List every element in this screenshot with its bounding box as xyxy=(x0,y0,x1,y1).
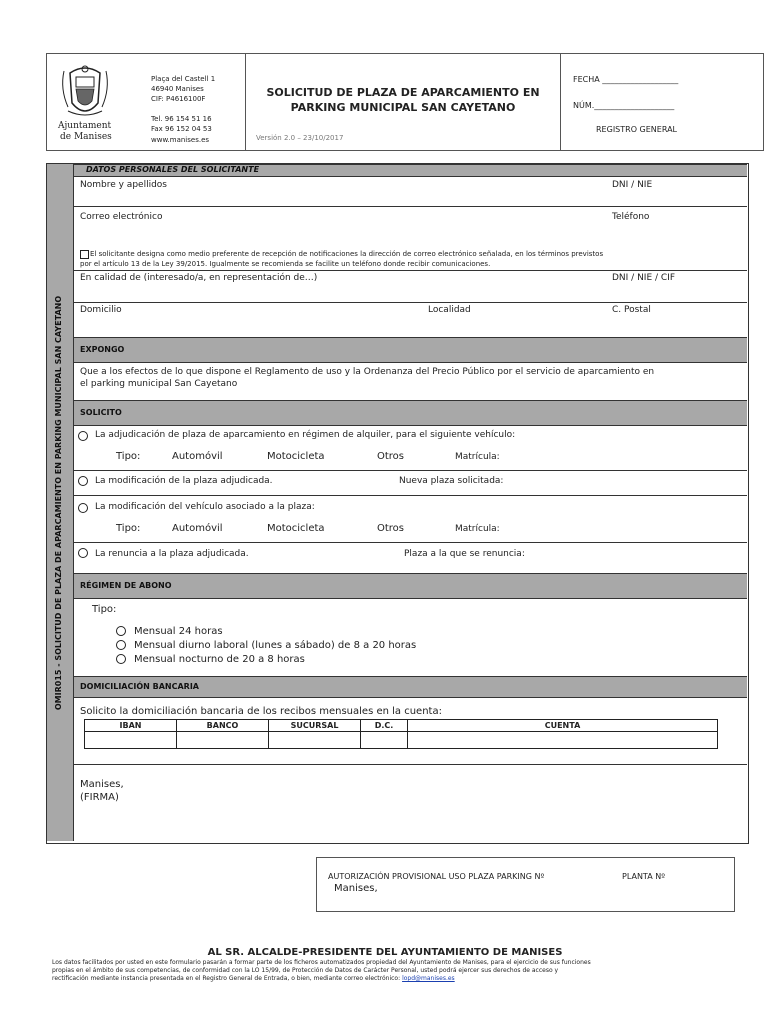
nueva-plaza-label: Nueva plaza solicitada: xyxy=(399,476,504,486)
firma-label: (FIRMA) xyxy=(80,792,119,803)
tipo-motocicleta[interactable]: Motocicleta xyxy=(267,451,325,462)
option-modificacion-plaza: La modificación de la plaza adjudicada. xyxy=(95,476,273,486)
tipo-automovil[interactable]: Automóvil xyxy=(172,523,223,534)
section-domiciliacion: DOMICILIACIÓN BANCARIA xyxy=(74,676,747,698)
abono-tipo-label: Tipo: xyxy=(92,604,117,615)
lopd-email-link[interactable]: lopd@manises.es xyxy=(402,975,455,982)
address-line-1: Plaça del Castell 1 xyxy=(151,75,216,83)
tipo-label: Tipo: xyxy=(116,523,141,534)
divider-line xyxy=(74,270,747,271)
section-datos-personales: DATOS PERSONALES DEL SOLICITANTE xyxy=(74,164,747,177)
contact-line-2: Fax 96 152 04 53 xyxy=(151,125,212,133)
dni-label: DNI / NIE xyxy=(612,180,653,190)
abono-option-diurno: Mensual diurno laboral (lunes a sábado) de 8 a 20 horas xyxy=(134,640,417,651)
correo-label: Correo electrónico xyxy=(80,212,163,222)
expongo-text-line-1: Que a los efectos de lo que dispone el Reglamento de uso y la Ordenanza del Precio Público por el servicio de aparcamiento en xyxy=(80,367,655,377)
banco-header: BANCO xyxy=(177,720,269,732)
radio-mensual-24h[interactable] xyxy=(116,626,126,636)
divider-line xyxy=(74,495,747,496)
autorizacion-text: AUTORIZACIÓN PROVISIONAL USO PLAZA PARKING Nº xyxy=(328,872,545,881)
cpostal-label: C. Postal xyxy=(612,305,651,315)
form-version: Versión 2.0 – 23/10/2017 xyxy=(256,134,344,142)
registro-general: REGISTRO GENERAL xyxy=(596,125,677,134)
form-title-line-1: SOLICITUD DE PLAZA DE APARCAMIENTO EN xyxy=(266,86,540,99)
tipo-label: Tipo: xyxy=(116,451,141,462)
domiciliacion-text: Solicito la domiciliación bancaria de los recibos mensuales en la cuenta: xyxy=(80,706,442,717)
matricula-label: Matrícula: xyxy=(455,452,500,462)
dc-header: D.C. xyxy=(361,720,408,732)
divider-line xyxy=(74,542,747,543)
section-regimen-abono: RÉGIMEN DE ABONO xyxy=(74,573,747,599)
autorizacion-box xyxy=(316,857,735,912)
calidad-label: En calidad de (interesado/a, en representación de…) xyxy=(80,273,318,283)
domicilio-input[interactable] xyxy=(80,318,420,332)
planta-label: PLANTA Nº xyxy=(622,872,665,881)
calidad-input[interactable] xyxy=(80,287,600,301)
iban-header: IBAN xyxy=(85,720,177,732)
dni-input[interactable] xyxy=(612,192,742,206)
plaza-renuncia-input[interactable] xyxy=(548,547,738,561)
sucursal-header: SUCURSAL xyxy=(269,720,361,732)
option-modificacion-vehiculo: La modificación del vehículo asociado a la plaza: xyxy=(95,502,315,512)
radio-mensual-diurno[interactable] xyxy=(116,640,126,650)
tipo-otros[interactable]: Otros xyxy=(377,523,405,534)
divider-line xyxy=(74,206,747,207)
nueva-plaza-input[interactable] xyxy=(528,474,738,488)
footer-line-3: rectificación mediante instancia presentada en el Registro General de Entrada, o bien, mediante correo electrónico: lopd@manises.es xyxy=(52,975,455,982)
nombre-label: Nombre y apellidos xyxy=(80,180,167,190)
abono-option-nocturno: Mensual nocturno de 20 a 8 horas xyxy=(134,654,305,665)
tipo-automovil[interactable]: Automóvil xyxy=(172,451,223,462)
matricula-input-1[interactable] xyxy=(510,450,730,464)
correo-input[interactable] xyxy=(80,226,600,240)
firma-place: Manises, xyxy=(80,779,124,790)
tipo-otros[interactable]: Otros xyxy=(377,451,405,462)
radio-modificacion-vehiculo[interactable] xyxy=(78,503,88,513)
telefono-input[interactable] xyxy=(612,226,742,240)
radio-mensual-nocturno[interactable] xyxy=(116,654,126,664)
footer-line-1: Los datos facilitados por usted en este formulario pasarán a formar parte de los ficheros automatizados propiedad del Ayuntamiento de Manises, para el ejercicio de sus funciones xyxy=(52,959,591,966)
contact-line-3: www.manises.es xyxy=(151,136,210,144)
footer-line-2: propias en el ámbito de sus competencias, de conformidad con la LO 15/99, de Protección de Datos de Carácter Personal, usted podrá ejercer sus derechos de acceso y xyxy=(52,967,559,974)
option-renuncia: La renuncia a la plaza adjudicada. xyxy=(95,549,249,559)
divider-line xyxy=(74,302,747,303)
dni-cif-label: DNI / NIE / CIF xyxy=(612,273,676,283)
option-adjudicacion: La adjudicación de plaza de aparcamiento en régimen de alquiler, para el siguiente vehículo: xyxy=(95,430,516,440)
form-title-line-2: PARKING MUNICIPAL SAN CAYETANO xyxy=(290,101,516,114)
section-expongo: EXPONGO xyxy=(74,337,747,363)
city-crest-logo xyxy=(58,63,112,121)
radio-renuncia[interactable] xyxy=(78,548,88,558)
cpostal-input[interactable] xyxy=(612,318,742,332)
side-label: OMIR015 - SOLICITUD DE PLAZA DE APARCAMIENTO EN PARKING MUNICIPAL SAN CAYETANO xyxy=(54,295,63,711)
iban-cell[interactable] xyxy=(85,732,177,749)
address-line-3: CIF: P4616100F xyxy=(151,95,206,103)
fecha-label: FECHA ___________________ xyxy=(573,75,679,84)
radio-adjudicacion[interactable] xyxy=(78,431,88,441)
tipo-motocicleta[interactable]: Motocicleta xyxy=(267,523,325,534)
notice-line-2: por el artículo 13 de la Ley 39/2015. Igualmente se recomienda se facilite un teléfono donde recibir comunicaciones. xyxy=(80,260,491,268)
notice-line-1: El solicitante designa como medio preferente de recepción de notificaciones la dirección de correo electrónico señalada, en los términos previstos xyxy=(90,250,604,258)
dni-cif-input[interactable] xyxy=(612,287,742,301)
banco-cell[interactable] xyxy=(177,732,269,749)
radio-modificacion-plaza[interactable] xyxy=(78,476,88,486)
bank-account-table xyxy=(84,719,718,749)
domicilio-label: Domicilio xyxy=(80,305,122,315)
matricula-input-2[interactable] xyxy=(510,522,730,536)
localidad-input[interactable] xyxy=(428,318,598,332)
autorizacion-manises: Manises, xyxy=(334,883,378,894)
telefono-label: Teléfono xyxy=(612,212,650,222)
expongo-text-line-2: el parking municipal San Cayetano xyxy=(80,379,238,389)
divider-line xyxy=(74,764,747,765)
num-label: NÚM.____________________ xyxy=(573,101,675,110)
notification-checkbox[interactable] xyxy=(80,250,89,259)
contact-line-1: Tel. 96 154 51 16 xyxy=(151,115,212,123)
header-divider-2 xyxy=(560,53,561,150)
cuenta-cell[interactable] xyxy=(408,732,718,749)
matricula-label: Matrícula: xyxy=(455,524,500,534)
footer-title: AL SR. ALCALDE-PRESIDENTE DEL AYUNTAMIENTO DE MANISES xyxy=(207,947,563,958)
address-line-2: 46940 Manises xyxy=(151,85,204,93)
localidad-label: Localidad xyxy=(428,305,471,315)
dc-cell[interactable] xyxy=(361,732,408,749)
abono-option-24h: Mensual 24 horas xyxy=(134,626,223,637)
plaza-renuncia-label: Plaza a la que se renuncia: xyxy=(404,549,525,559)
divider-line xyxy=(74,470,747,471)
logo-text-2: de Manises xyxy=(60,132,112,142)
cuenta-header: CUENTA xyxy=(408,720,718,732)
logo-text-1: Ajuntament xyxy=(58,121,112,131)
sucursal-cell[interactable] xyxy=(269,732,361,749)
nombre-input[interactable] xyxy=(80,192,600,206)
section-solicito: SOLICITO xyxy=(74,400,747,426)
